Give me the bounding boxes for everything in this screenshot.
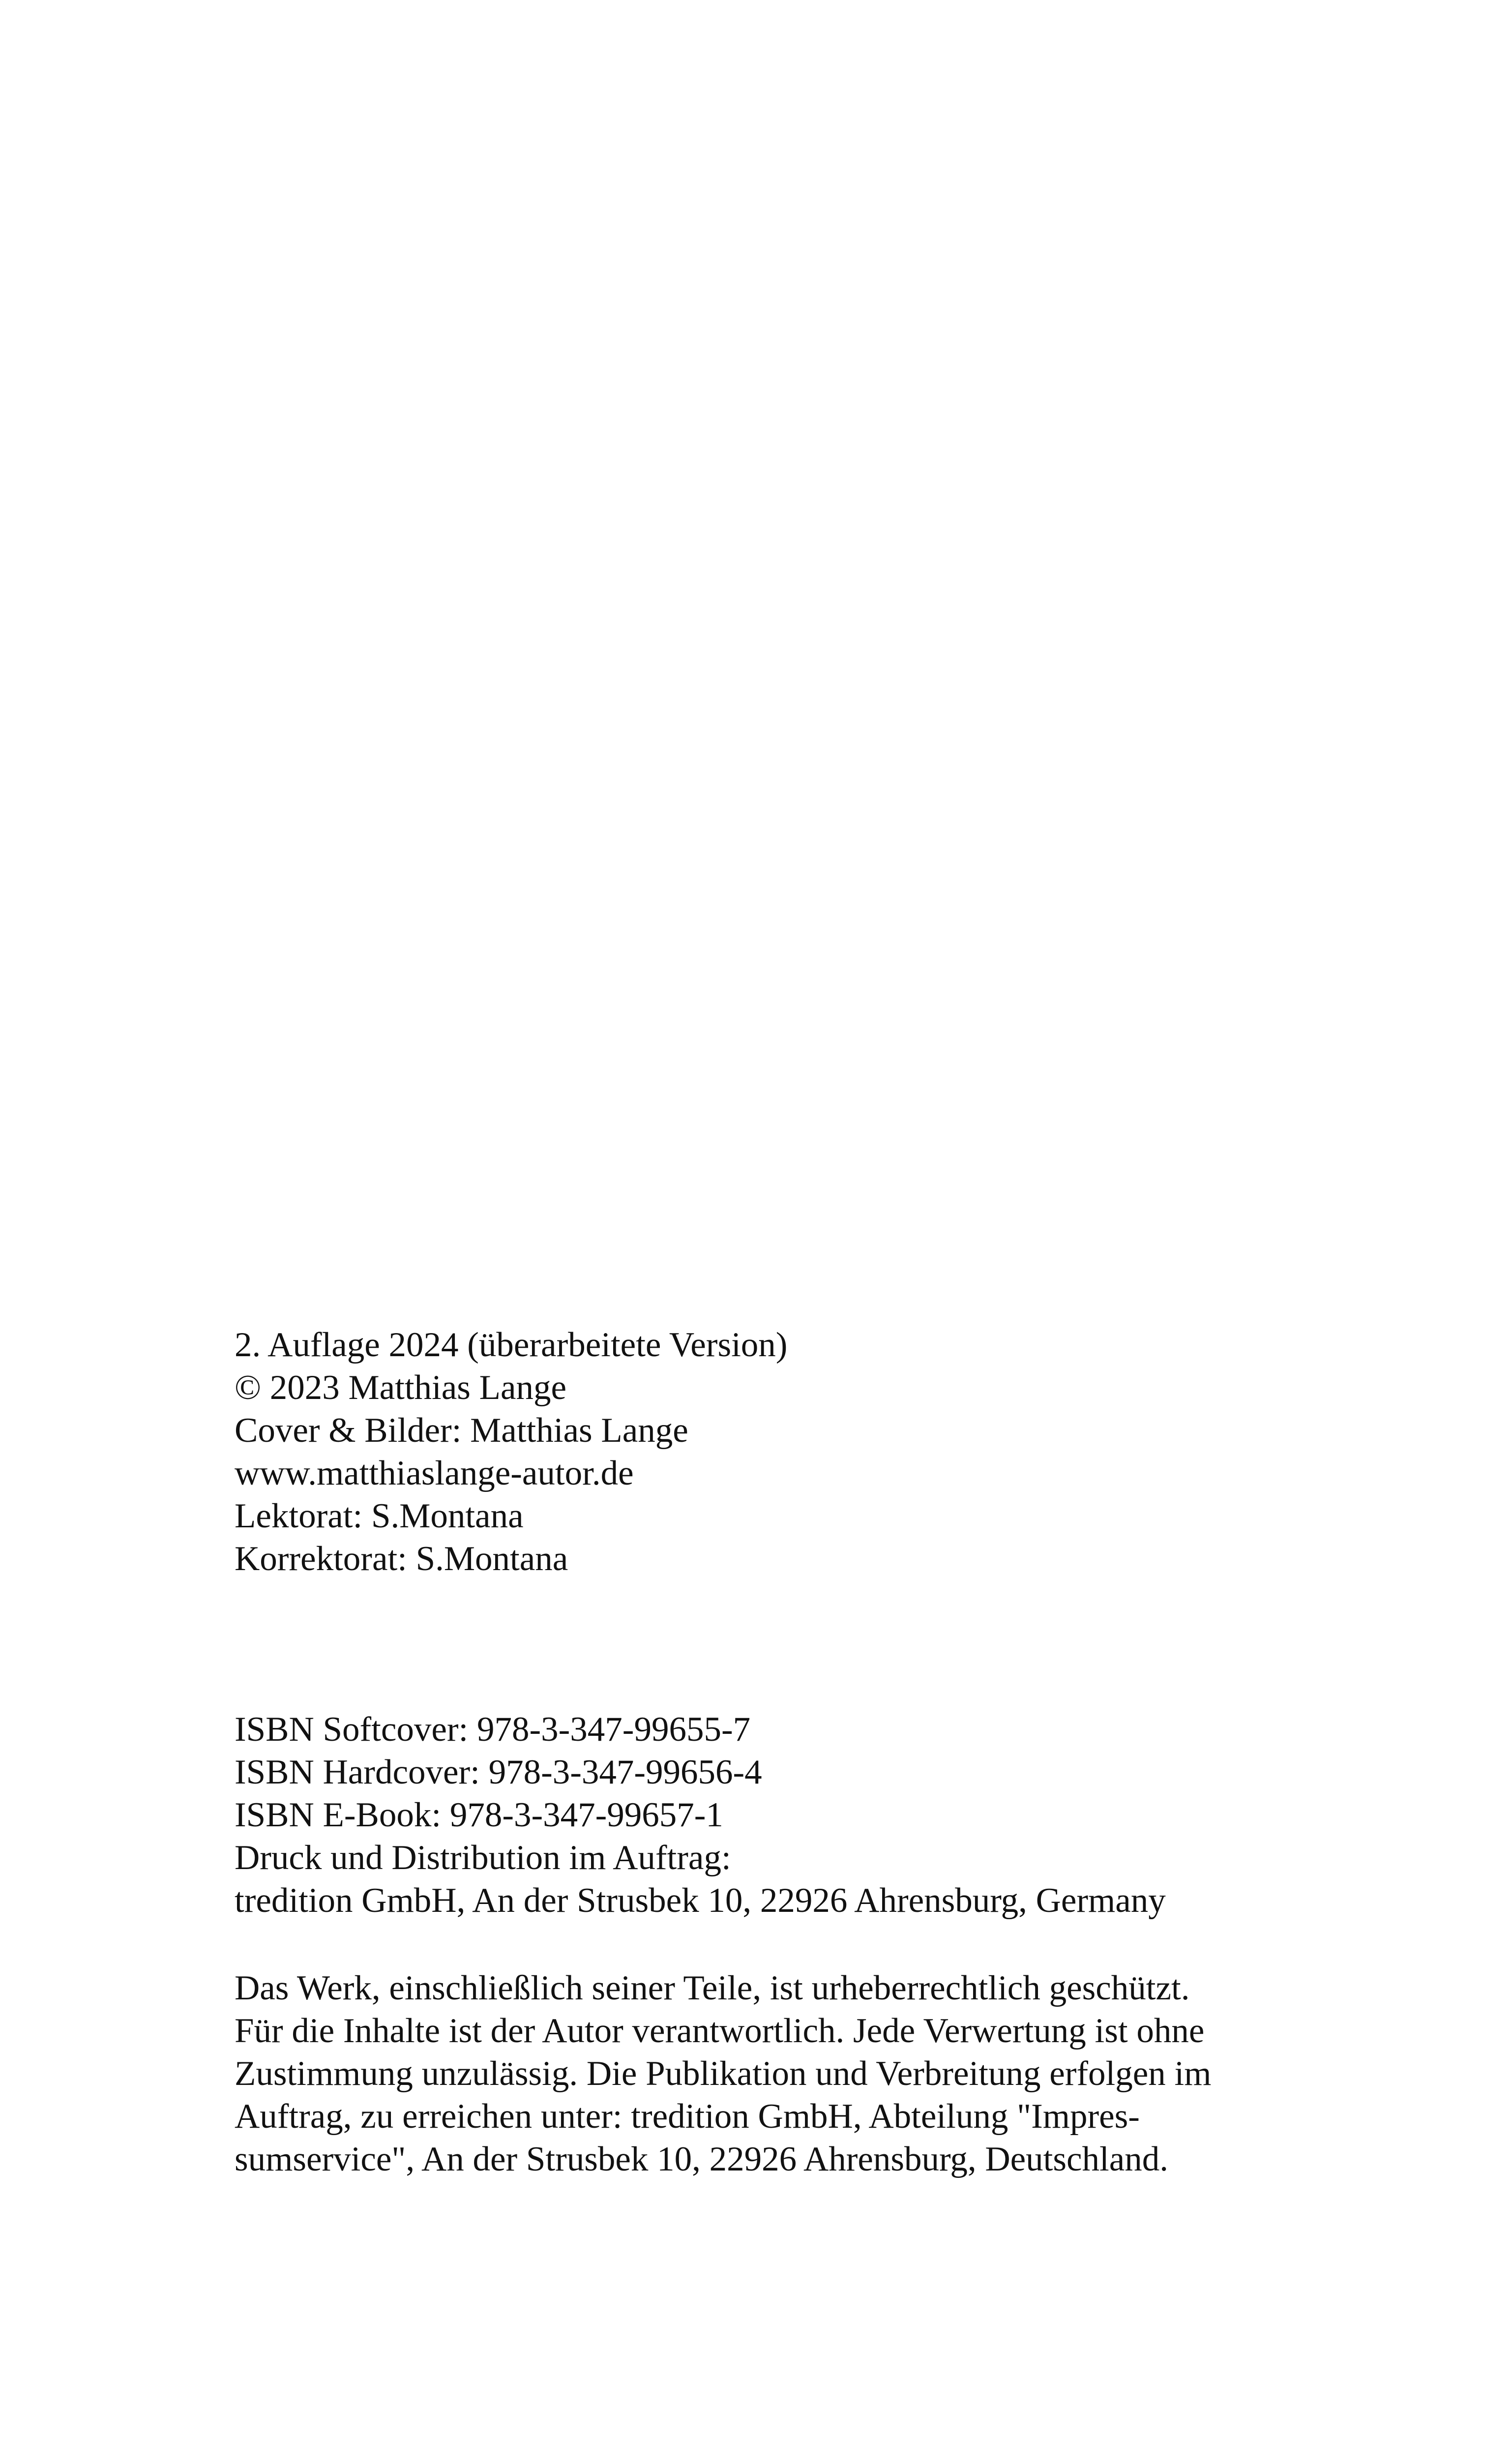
copyright-line: © 2023 Matthias Lange — [235, 1368, 567, 1407]
legal-notice-block — [235, 1967, 1211, 2181]
edition-line: 2. Auflage 2024 (überarbeitete Version) — [235, 1326, 788, 1364]
legal-notice-line: Für die Inhalte ist der Autor verantwortlich. Jede Verwertung ist ohne — [235, 2012, 1205, 2050]
cover-credit-line: Cover & Bilder: Matthias Lange — [235, 1411, 688, 1450]
legal-notice-line: sumservice", An der Strusbek 10, 22926 Ahrensburg, Deutschland. — [235, 2140, 1169, 2178]
editing-credit-line: Lektorat: S.Montana — [235, 1497, 524, 1535]
isbn-hardcover-line: ISBN Hardcover: 978-3-347-99656-4 — [235, 1753, 762, 1791]
legal-notice-line: Zustimmung unzulässig. Die Publikation und Verbreitung erfolgen im — [235, 2054, 1212, 2093]
legal-notice-line: Auftrag, zu erreichen unter: tredition GmbH, Abteilung "Impres- — [235, 2097, 1140, 2136]
publisher-address-line: tredition GmbH, An der Strusbek 10, 22926 Ahrensburg, Germany — [235, 1881, 1166, 1920]
printing-line: Druck und Distribution im Auftrag: — [235, 1839, 731, 1877]
credits-block — [235, 1324, 787, 1580]
isbn-softcover-line: ISBN Softcover: 978-3-347-99655-7 — [235, 1710, 751, 1749]
isbn-block — [235, 1708, 1166, 1922]
proofreading-credit-line: Korrektorat: S.Montana — [235, 1540, 568, 1578]
website-line: www.matthiaslange-autor.de — [235, 1454, 634, 1492]
legal-notice-line: Das Werk, einschließlich seiner Teile, ist urheberrechtlich geschützt. — [235, 1969, 1190, 2007]
isbn-ebook-line: ISBN E-Book: 978-3-347-99657-1 — [235, 1796, 723, 1834]
